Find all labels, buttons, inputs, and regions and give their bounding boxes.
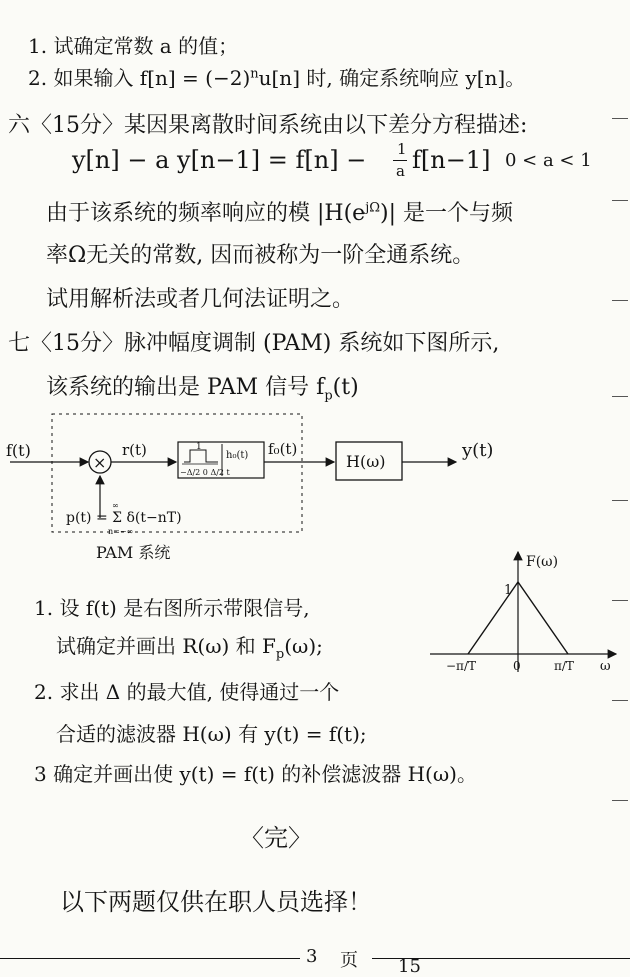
q6-text-line-3: 试用解析法或者几何法证明之。 [46, 287, 355, 312]
fraction-denominator: a [396, 162, 405, 180]
multiplier-symbol: × [93, 453, 107, 472]
r-signal-label: r(t) [122, 441, 147, 459]
spectrum-peak-label: 1 [504, 583, 513, 598]
fraction-numerator: 1 [397, 140, 407, 158]
end-marker: 〈完〉 [240, 824, 312, 852]
margin-mark [612, 118, 628, 119]
footer-rule-left [0, 958, 300, 959]
q7-text-line-2-b: (t) [332, 375, 359, 400]
pulse-train-label: p(t) = Σ δ(t−nT) [66, 510, 182, 526]
input-label: f(t) [6, 441, 31, 460]
rect-pulse-ticks: −Δ/2 0 Δ/2 t [180, 468, 230, 477]
page-number: 3 [306, 946, 318, 967]
diagram-caption: PAM 系统 [96, 543, 171, 562]
sum-lower-limit: n=−∞ [108, 527, 134, 536]
output-label: y(t) [462, 440, 494, 461]
spectrum-tick-right: π/T [554, 659, 574, 673]
margin-mark [612, 700, 628, 701]
q6-equation-condition: 0 < a < 1 [505, 150, 592, 171]
margin-mark [612, 500, 628, 501]
spectrum-xlabel: ω [600, 659, 611, 674]
spectrum-sketch [420, 540, 625, 680]
margin-mark [612, 800, 628, 801]
question-line-1: 1. 试确定常数 a 的值； [28, 34, 239, 58]
q7-text-line-2 [46, 370, 359, 403]
q6-heading: 六〈15分〉某因果离散时间系统由以下差分方程描述: [8, 113, 528, 138]
q7-heading: 七〈15分〉脉冲幅度调制 (PAM) 系统如下图所示, [8, 331, 500, 356]
page-extra-number: 15 [398, 956, 421, 977]
q7-sub-2b: 合适的滤波器 H(ω) 有 y(t) = f(t); [56, 722, 367, 746]
q7-sub-1b-subscript: p [275, 647, 285, 662]
exponent-n: n [250, 66, 259, 82]
fp-signal-label: f₀(t) [268, 440, 298, 458]
question-line-2-part-b: u[n] 时, 确定系统响应 y[n]。 [258, 66, 526, 90]
q6-text-line-1-b: )| 是一个与频 [380, 201, 514, 226]
page-label: 页 [340, 950, 358, 971]
fraction-bar [393, 160, 407, 161]
margin-mark [612, 300, 628, 301]
q7-subscript-p: p [324, 388, 333, 404]
q6-text-line-1-a: 由于该系统的频率响应的模 |H(e [46, 201, 366, 226]
q6-equation-right: f[n−1] [412, 146, 491, 174]
q7-text-line-2-a: 该系统的输出是 PAM 信号 f [46, 375, 325, 400]
rect-pulse-height: 1 [196, 442, 202, 452]
spectrum-ylabel: F(ω) [526, 554, 559, 570]
margin-mark [612, 600, 628, 601]
spectrum-tick-zero: 0 [513, 659, 521, 673]
notice-line: 以下两题仅供在职人员选择！ [60, 888, 372, 916]
q7-sub-1b-a: 试确定并画出 R(ω) 和 F [56, 634, 276, 658]
h-filter-label: H(ω) [346, 452, 386, 471]
q6-text-line-1 [46, 196, 513, 227]
spectrum-tick-left: −π/T [446, 659, 476, 673]
q7-sub-1b [56, 630, 323, 662]
q7-sub-1b-c: (ω); [284, 634, 323, 658]
q6-text-line-2: 率Ω无关的常数, 因而被称为一阶全通系统。 [46, 243, 475, 268]
q7-sub-2a: 2. 求出 Δ 的最大值, 使得通过一个 [34, 680, 340, 704]
margin-mark [612, 200, 628, 201]
q7-sub-1a: 1. 设 f(t) 是右图所示带限信号, [34, 596, 310, 620]
margin-mark [612, 396, 628, 397]
hold-filter-response-label: h₀(t) [226, 450, 249, 461]
question-line-2 [28, 62, 525, 91]
q6-superscript: jΩ [365, 200, 381, 216]
q7-sub-3: 3 确定并画出使 y(t) = f(t) 的补偿滤波器 H(ω)。 [34, 762, 477, 786]
q6-equation-left: y[n] − a y[n−1] = f[n] − [72, 146, 367, 174]
question-line-2-part-a: 2. 如果输入 f[n] = (−2) [28, 66, 251, 90]
sum-upper-limit: ∞ [112, 501, 119, 510]
